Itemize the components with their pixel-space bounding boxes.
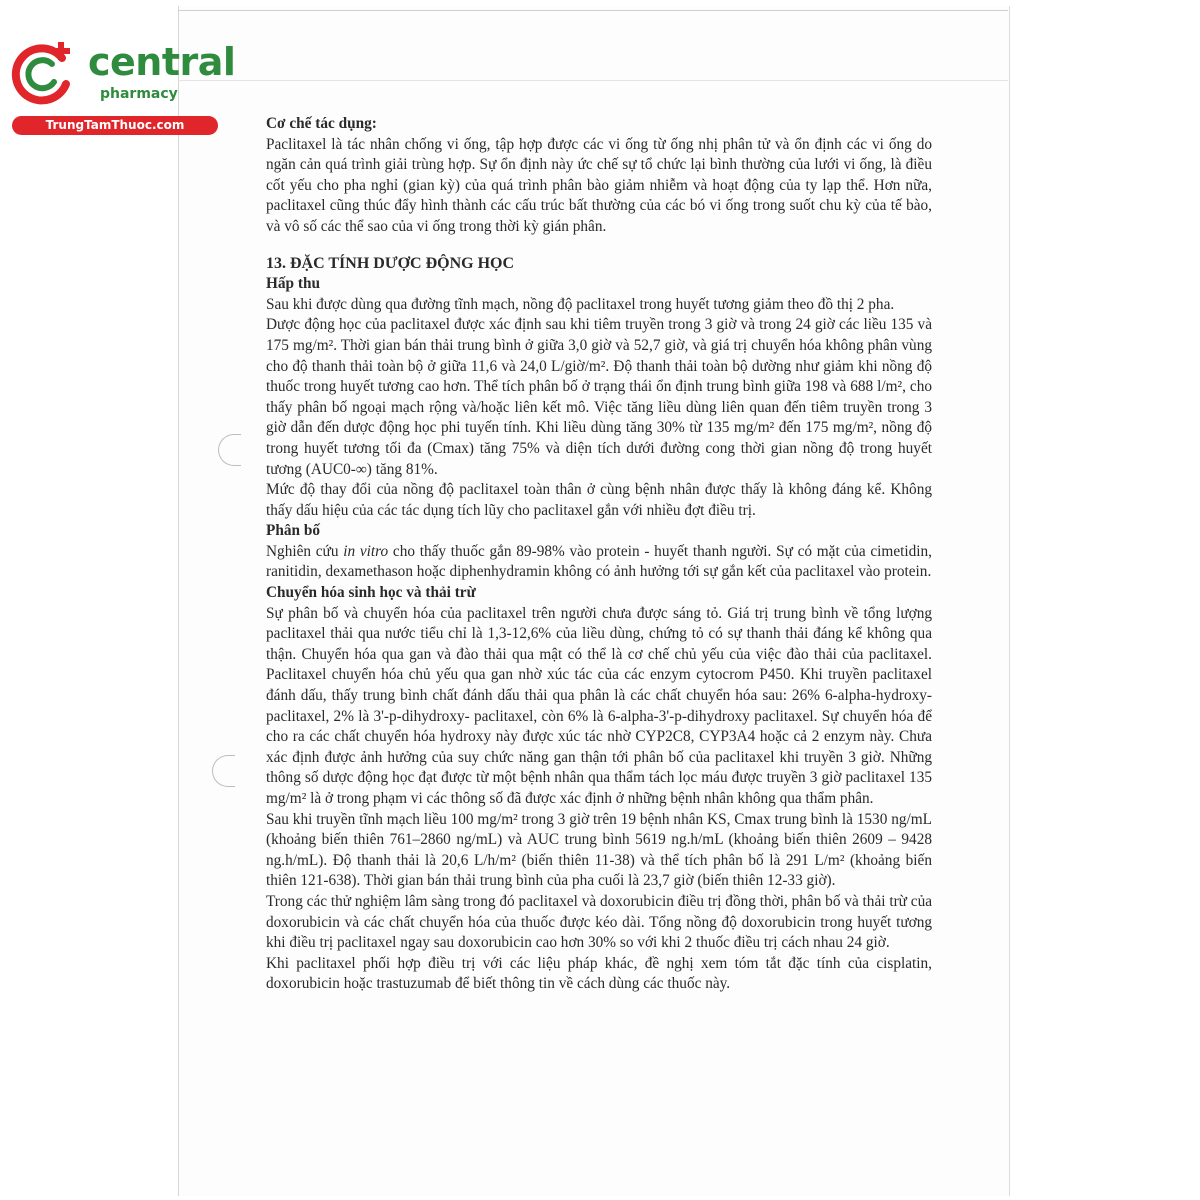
- metabolism-heading: Chuyển hóa sinh học và thải trừ: [266, 584, 476, 602]
- central-pharmacy-logo-icon: [10, 38, 80, 108]
- logo-subtitle: pharmacy: [100, 86, 178, 102]
- absorption-paragraph-3: Mức độ thay đổi của nồng độ paclitaxel toàn thân ở cùng bệnh nhân được thấy là không đáng kể. Không thấy dấu hiệu của các tác dụng tích lũy cho paclitaxel gắn với nhiều đợt điều trị.: [266, 481, 932, 519]
- metabolism-paragraph-2: Sau khi truyền tĩnh mạch liều 100 mg/m² trong 3 giờ trên 19 bệnh nhân KS, Cmax trung bình là 1530 ng/mL (khoảng biến thiên 761–2860 ng/mL) và AUC trung bình 5619 ng.h/mL (khoảng biến thiên 2609 – 9428 ng.h/mL). Độ thanh thải là 20,6 L/h/m² (biến thiên 11-38) và thể tích phân bố là 291 L/m² (khoảng biến thiên 121-638). Thời gian bán thải trung bình của pha cuối là 23,7 giờ (biến thiên 12-33 giờ).: [266, 810, 932, 890]
- absorption-heading: Hấp thu: [266, 275, 320, 293]
- distribution-text-italic: in vitro: [343, 542, 389, 560]
- metabolism-paragraph-1: Sự phân bố và chuyển hóa của paclitaxel trên người chưa được sáng tỏ. Giá trị trung bình về tổng lượng paclitaxel thải qua nước tiểu chỉ là 1,3-12,6% của liều dùng, chứng tỏ có sự thanh thải đáng kể không qua thận. Chuyển hóa qua gan và đào thải qua mật có thể là cơ chế chủ yếu của việc đào thải của paclitaxel. Paclitaxel chuyển hóa chủ yếu qua gan nhờ xúc tác của các enzym cytocrom P450. Khi truyền paclitaxel đánh dấu, thấy trung bình chất đánh dấu thải qua phân là các chất chuyển hóa sau: 26% 6-alpha-hydroxy-paclitaxel, 2% là 3'-p-dihydroxy- paclitaxel, còn 6% là 6-alpha-3'-p-dihydroxy paclitaxel. Sự chuyển hóa để cho ra các chất chuyển hóa hydroxy này được xúc tác nhờ CYP2C8, CYP3A4 hoặc cả 2 enzym này. Chưa xác định được ảnh hưởng của suy chức năng gan thận tới phân bố của paclitaxel khi truyền 3 giờ. Những thông số dược động học đạt được từ một bệnh nhân qua thẩm tách lọc máu được truyền 3 giờ paclitaxel 135 mg/m² là ở trong phạm vi các thông số đã được xác định ở những bệnh nhân không qua thẩm phân.: [266, 604, 932, 807]
- page-header-line: [178, 80, 1008, 81]
- pharmacy-logo[interactable]: [8, 36, 236, 136]
- logo-url[interactable]: TrungTamThuoc.com: [45, 118, 185, 132]
- section-title: 13. ĐẶC TÍNH DƯỢC ĐỘNG HỌC: [266, 254, 515, 272]
- absorption-paragraph-1: Sau khi được dùng qua đường tĩnh mạch, nồng độ paclitaxel trong huyết tương giảm theo đồ thị 2 pha.: [266, 295, 895, 313]
- absorption-paragraph-2: Dược động học của paclitaxel được xác định sau khi tiêm truyền trong 3 giờ và trong 24 giờ các liều 135 và 175 mg/m². Thời gian bán thải trung bình ở giữa 3,0 giờ và 52,7 giờ, và giá trị chuyển hóa không phân vùng cho độ thanh thải toàn bộ ở giữa 11,6 và 24,0 L/giờ/m². Độ thanh thải toàn bộ dường như giảm khi nồng độ thuốc trong huyết tương cao hơn. Thể tích phân bố ở trạng thái ổn định trung bình giữa 198 và 688 l/m², cho thấy phân bố ngoại mạch rộng và/hoặc liên kết mô. Việc tăng liều dùng liên quan đến tiêm truyền trong 3 giờ dẫn đến dược động học phi tuyến tính. Khi liều dùng tăng 30% từ 135 mg/m² đến 175 mg/m², nồng độ trong huyết tương tối đa (Cmax) tăng 75% và diện tích dưới đường cong thời gian nồng độ trong huyết tương (AUC0-∞) tăng 81%.: [266, 316, 932, 478]
- distribution-text-post: cho thấy thuốc gắn 89-98% vào protein - huyết thanh người. Sự có mặt của cimetidin, ranitidin, dexamethason hoặc diphenhydramin không có ảnh hưởng tới sự gắn kết của paclitaxel vào protein.: [266, 542, 932, 581]
- mechanism-paragraph: Paclitaxel là tác nhân chống vi ống, tập hợp được các vi ống từ ống nhị phân tử và ổn định các vi ống do ngăn cản quá trình giải trùng hợp. Sự ổn định này ức chế sự tổ chức lại bình thường của lưới vi ống, là điều cốt yếu cho pha nghỉ (gian kỳ) của quá trình phân bào giảm nhiễm và hoạt động của ty lạp thể. Hơn nữa, paclitaxel cũng thúc đẩy hình thành các cấu trúc bất thường của các bó vi ống trong suốt chu kỳ của tế bào, và vô số các thể sao của vi ống trong thời kỳ gián phân.: [266, 135, 932, 235]
- distribution-heading: Phân bố: [266, 522, 320, 540]
- distribution-text-pre: Nghiên cứu: [266, 542, 344, 560]
- metabolism-paragraph-4: Khi paclitaxel phối hợp điều trị với các liệu pháp khác, đề nghị xem tóm tắt đặc tính của cisplatin, doxorubicin hoặc trastuzumab để biết thông tin về cách dùng các thuốc này.: [266, 954, 932, 993]
- mechanism-heading: Cơ chế tác dụng:: [266, 115, 377, 132]
- metabolism-paragraph-3: Trong các thử nghiệm lâm sàng trong đó paclitaxel và doxorubicin điều trị đồng thời, phân bố và thải trừ của doxorubicin và các chất chuyển hóa của thuốc được kéo dài. Tổng nồng độ doxorubicin trong huyết tương khi điều trị paclitaxel ngay sau doxorubicin cao hơn 30% so với khi 2 thuốc điều trị cách nhau 24 giờ.: [266, 892, 933, 952]
- page-top-edge: [178, 10, 1008, 11]
- distribution-paragraph: [266, 542, 932, 583]
- document-body: [266, 114, 932, 995]
- logo-brand-name: central: [88, 40, 236, 84]
